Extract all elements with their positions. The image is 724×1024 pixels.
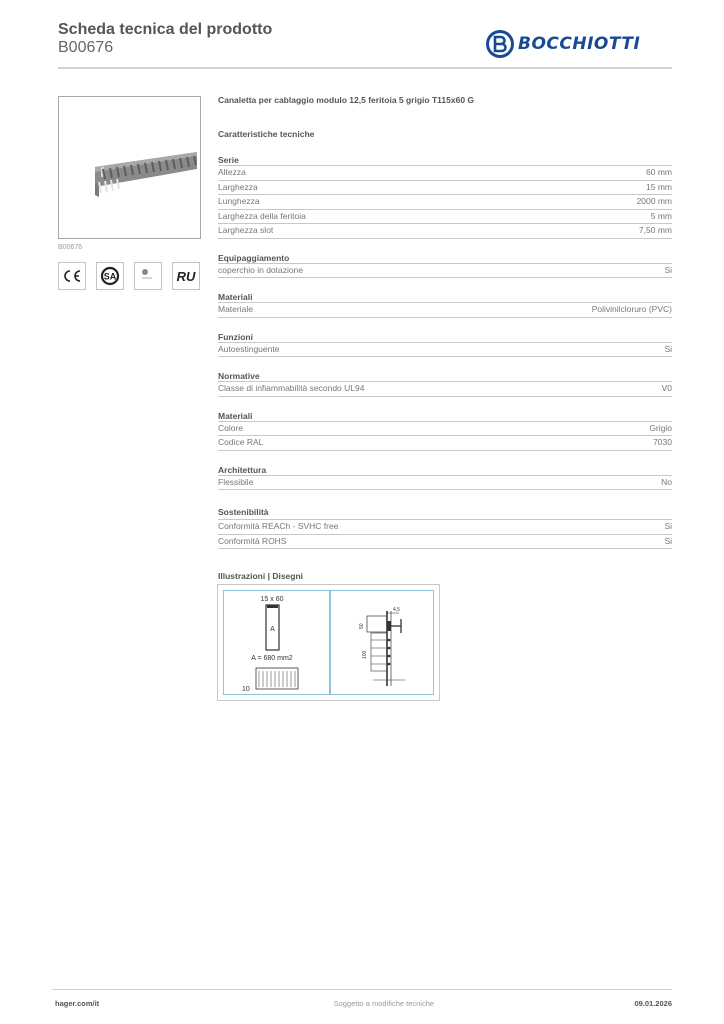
- spec-row: [218, 520, 672, 535]
- spec-value: 15 mm: [646, 181, 672, 192]
- spec-row: [218, 210, 672, 225]
- spec-value: 7030: [653, 437, 672, 447]
- footer-note: Soggetto a modifiche tecniche: [333, 999, 435, 1008]
- spec-label: Autoestinguente: [218, 343, 280, 354]
- spec-label: Colore: [218, 422, 244, 433]
- features-heading: Caratteristiche tecniche: [218, 129, 315, 139]
- spec-row: [218, 436, 672, 451]
- ce-mark-icon: [58, 262, 86, 290]
- spec-label: Conformità ROHS: [218, 535, 287, 546]
- spec-row: [218, 303, 672, 318]
- spec-label: Larghezza: [218, 181, 258, 192]
- section-title: Materiali: [218, 291, 672, 303]
- spec-row: [218, 422, 672, 437]
- svg-text:SA: SA: [103, 271, 117, 282]
- spec-label: Lunghezza: [218, 196, 260, 206]
- section-normative: [218, 370, 672, 397]
- spec-label: Conformità REACh - SVHC free: [218, 521, 339, 531]
- svg-text:15 x 60: 15 x 60: [260, 596, 284, 603]
- spec-label: Flessibile: [218, 476, 254, 487]
- spec-value: Si: [664, 521, 672, 531]
- spec-label: Larghezza slot: [218, 225, 274, 235]
- spec-value: Grigio: [649, 422, 672, 433]
- section-title: Serie: [218, 154, 672, 166]
- product-image: [58, 96, 201, 239]
- svg-text:A = 680 mm2: A = 680 mm2: [251, 655, 293, 662]
- section-title: Sostenibilità: [218, 506, 672, 520]
- side-view-drawing: [330, 590, 434, 695]
- spec-row: [218, 535, 672, 550]
- spec-value: 5 mm: [650, 210, 672, 221]
- section-title: Equipaggiamento: [218, 252, 672, 264]
- page-title: Scheda tecnica del prodotto: [58, 21, 273, 38]
- image-caption: B00676: [58, 244, 83, 251]
- spec-label: Classe di infiammabilità secondo UL94: [218, 383, 365, 393]
- spec-value: Si: [664, 535, 672, 546]
- spec-value: 60 mm: [646, 167, 672, 177]
- svg-text:100: 100: [362, 650, 368, 659]
- svg-text:50: 50: [359, 623, 365, 629]
- section-materiali-colore: [218, 410, 672, 451]
- section-materiali: [218, 291, 672, 318]
- spec-value: V0: [661, 383, 672, 393]
- section-serie: [218, 154, 672, 239]
- product-code: B00676: [58, 39, 114, 56]
- svg-text:A: A: [270, 626, 275, 633]
- page-header: [58, 20, 272, 57]
- section-title: Materiali: [218, 410, 672, 422]
- spec-row: [218, 224, 672, 239]
- page-footer: [55, 999, 672, 1008]
- cable-duct-image: [59, 97, 200, 238]
- header-divider: [58, 67, 672, 69]
- spec-label: Altezza: [218, 167, 246, 177]
- product-name: Canaletta per cablaggio modulo 12,5 feritoia 5 grigio T115x60 G: [218, 95, 475, 105]
- svg-text:RU: RU: [176, 269, 196, 284]
- spec-row: [218, 166, 672, 181]
- brand-logo: [486, 29, 640, 59]
- spec-row: [218, 476, 672, 491]
- svg-text:4,5: 4,5: [393, 607, 400, 613]
- ul-recognized-icon: [134, 262, 162, 290]
- spec-label: Materiale: [218, 304, 253, 314]
- spec-row: [218, 264, 672, 279]
- csa-mark-icon: [96, 262, 124, 290]
- spec-label: Codice RAL: [218, 437, 264, 447]
- spec-row: [218, 382, 672, 397]
- spec-row: [218, 181, 672, 196]
- spec-row: [218, 343, 672, 358]
- spec-value: Si: [664, 343, 672, 354]
- svg-text:10: 10: [242, 686, 250, 693]
- spec-label: coperchio in dotazione: [218, 264, 304, 275]
- section-title: Architettura: [218, 464, 672, 476]
- spec-row: [218, 195, 672, 210]
- section-funzioni: [218, 331, 672, 358]
- section-equipaggiamento: [218, 252, 672, 279]
- ur-mark-icon: [172, 262, 200, 290]
- spec-value: 7,50 mm: [638, 225, 672, 235]
- spec-value: 2000 mm: [636, 196, 672, 206]
- illustrations-heading: Illustrazioni | Disegni: [218, 571, 304, 581]
- bocchiotti-b-icon: [486, 30, 514, 58]
- section-title: Normative: [218, 370, 672, 382]
- section-architettura: [218, 464, 672, 491]
- document-date: 09.01.2026: [634, 999, 672, 1008]
- website-link[interactable]: hager.com/it: [55, 999, 100, 1008]
- technical-drawings: [217, 584, 440, 701]
- brand-name: BOCCHIOTTI: [518, 34, 641, 54]
- footer-divider: [52, 989, 672, 990]
- section-title: Funzioni: [218, 331, 672, 343]
- certifications: [58, 262, 200, 290]
- cross-section-drawing: [223, 590, 330, 695]
- spec-value: Polivinilcloruro (PVC): [591, 304, 672, 314]
- spec-value: No: [661, 476, 672, 487]
- section-sostenibilita: [218, 506, 672, 549]
- product-details: [218, 95, 672, 583]
- spec-label: Larghezza della feritoia: [218, 210, 306, 221]
- spec-value: Si: [664, 264, 672, 275]
